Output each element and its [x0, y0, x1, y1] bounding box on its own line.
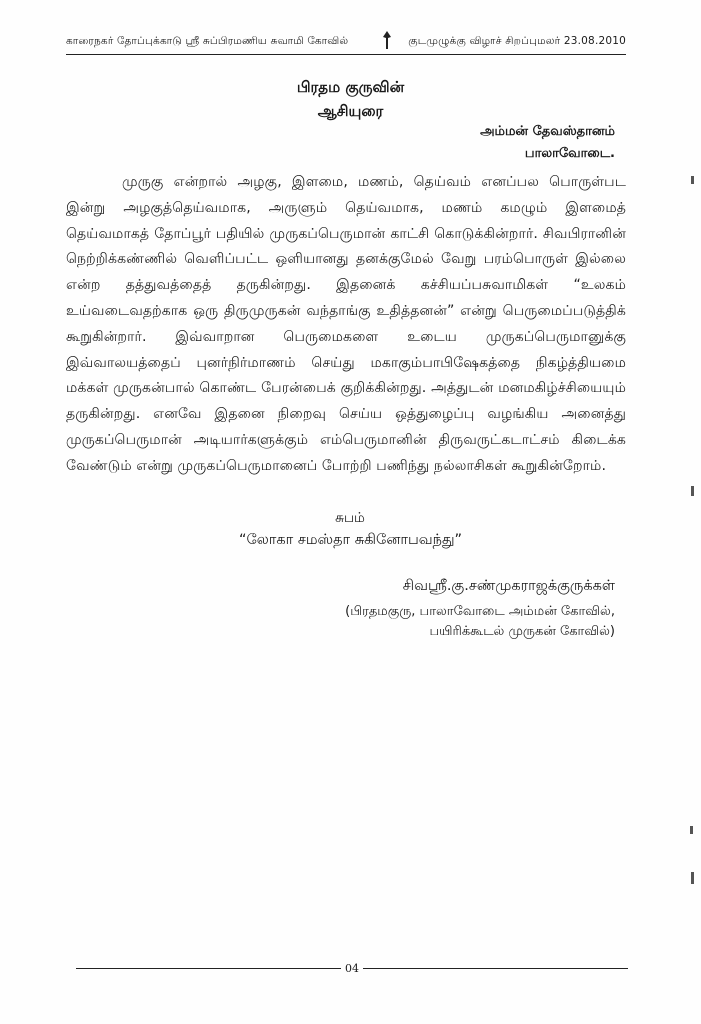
body-paragraph: முருகு என்றால் அழகு, இளமை, மணம், தெய்வம் எனப்பல பொருள்பட இன்று அழகுத்தெய்வமாக, அருளும் தெய்வமாக, மணம் கமழும் இளமைத் தெய்வமாகத் தோப்பூர் பதியில் முருகப்பெருமான் காட்சி கொடுக்கின்றார். சிவபிரானின் நெற்றிக்கண்ணில் வெளிப்பட்ட ஒளியானது தனக்குமேல் வேறு பரம்பொருள் இல்லை என்ற தத்துவத்தைத் தருகின்றது. இதனைக் கச்சியப்பசுவாமிகள் “உலகம் உய்வடைவதற்காக ஒரு திருமுருகன் வந்தாங்கு உதித்தனன்” என்று பெருமைப்படுத்திக் கூறுகின்றார். இவ்வாறான பெருமைகளை உடைய முருகப்பெருமானுக்கு இவ்வாலயத்தைப் புனர்நிர்மாணம் செய்து மகாகும்பாபிஷேகத்தை நிகழ்த்தியமை மக்கள் முருகன்பால் கொண்ட பேரன்பைக் குறிக்கின்றது. அத்துடன் மனமகிழ்ச்சியையும் தருகின்றது. எனவே இதனை நிறைவு செய்ய ஒத்துழைப்பு வழங்கிய அனைத்து முருகப்பெருமான் அடியார்களுக்கும் எம்பெருமானின் திருவருட்கடாட்சம் கிடைக்க வேண்டும் என்று முருகப்பெருமானைப் போற்றி பணிந்து நல்லாசிகள் கூறுகின்றோம். — [66, 174, 626, 474]
organization-name: அம்மன் தேவஸ்தானம் — [480, 124, 615, 139]
signature-detail-line1: (பிரதமகுரு, பாலாவோடை அம்மன் கோவில், — [345, 604, 615, 619]
organization-place: பாலாவோடை. — [524, 146, 615, 161]
scan-speck — [690, 826, 693, 834]
footer-rule-right — [363, 968, 628, 969]
header-left-text: காரைநகர் தோப்புக்காடு ஸ்ரீ சுப்பிரமணிய சுவாமி கோவில் — [66, 34, 349, 47]
blessing-quote: “லோகா சமஸ்தா சுகினோபவந்து” — [238, 532, 463, 548]
page-footer — [76, 962, 628, 975]
scan-speck — [691, 176, 694, 184]
footer-rule-left — [76, 968, 341, 969]
page-title: பிரதம குருவின் — [296, 78, 405, 96]
scan-speck — [691, 872, 694, 884]
subham-text: சுபம் — [335, 510, 365, 526]
page-number: 04 — [345, 962, 359, 975]
header-divider — [66, 54, 626, 55]
signature-detail-line2: பயிரிக்கூடல் முருகன் கோவில்) — [429, 624, 615, 639]
vel-ornament-icon — [382, 31, 392, 49]
header-right-text: குடமுழுக்கு விழாச் சிறப்புமலர் 23.08.2010 — [408, 34, 626, 47]
running-header — [66, 32, 626, 50]
signature-name: சிவஸ்ரீ.கு.சண்முகராஜக்குருக்கள் — [402, 578, 615, 594]
page-subtitle: ஆசியுரை — [317, 102, 384, 120]
scan-speck — [691, 486, 694, 496]
